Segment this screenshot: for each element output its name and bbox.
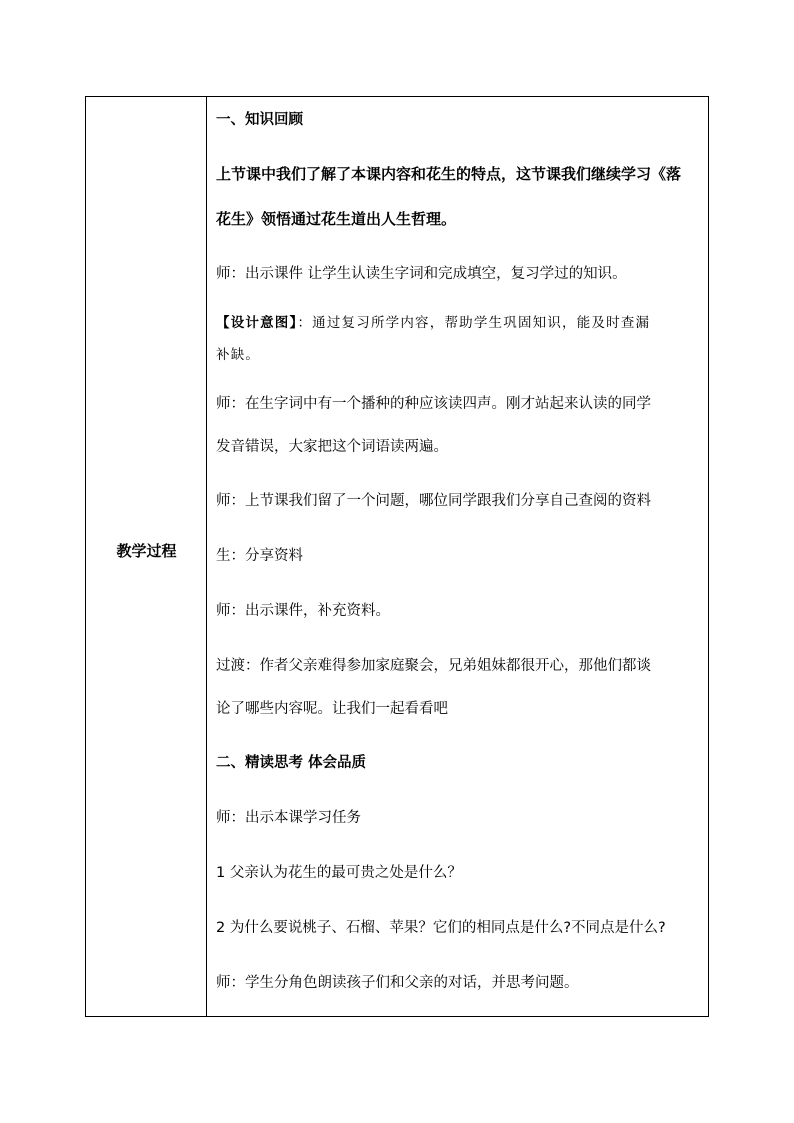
- transition-line-2: 论了哪些内容呢。让我们一起看看吧: [216, 701, 448, 717]
- question-2: 2 为什么要说桃子、石榴、苹果？它们的相同点是什么?不同点是什么?: [216, 920, 666, 936]
- teacher-instruction-4: 师：出示课件，补充资料。: [216, 603, 390, 619]
- row-label: 教学过程: [116, 542, 177, 560]
- teacher-instruction-1: 师：出示课件 让学生认读生字词和完成填空，复习学过的知识。: [216, 266, 627, 282]
- teacher-instruction-2-line-2: 发音错误，大家把这个词语读两遍。: [216, 439, 448, 455]
- intro-line-1: 上节课中我们了解了本课内容和花生的特点，这节课我们继续学习《落: [216, 165, 682, 183]
- design-intent-line-2: 补缺。: [216, 347, 261, 363]
- design-intent-line-1: [216, 313, 702, 333]
- teacher-instruction-2-line-1: 师：在生字词中有一个播种的种应该读四声。刚才站起来认读的同学: [216, 396, 651, 412]
- teacher-instruction-6: 师：学生分角色朗读孩子们和父亲的对话，并思考问题。: [216, 975, 579, 991]
- teacher-instruction-5: 师：出示本课学习任务: [216, 810, 361, 826]
- design-intent-label: 【设计意图】: [216, 315, 298, 331]
- design-intent-text-1: ：通过复习所学内容，帮助学生巩固知识，能及时查漏: [297, 315, 651, 331]
- section2-heading: 二、精读思考 体会品质: [216, 755, 367, 771]
- row-label-cell: [86, 97, 207, 1016]
- student-response-1: 生：分享资料: [216, 548, 303, 564]
- section1-heading: 一、知识回顾: [216, 112, 303, 128]
- question-1: 1 父亲认为花生的最可贵之处是什么？: [216, 865, 462, 881]
- transition-line-1: 过渡：作者父亲难得参加家庭聚会，兄弟姐妹都很开心，那他们都谈: [216, 658, 651, 674]
- row-content-cell: [208, 97, 708, 1016]
- intro-line-2: 花生》领悟通过花生道出人生哲理。: [216, 210, 457, 228]
- lesson-plan-table: [85, 96, 709, 1017]
- teacher-instruction-3: 师：上节课我们留了一个问题，哪位同学跟我们分享自己查阅的资料: [216, 493, 651, 509]
